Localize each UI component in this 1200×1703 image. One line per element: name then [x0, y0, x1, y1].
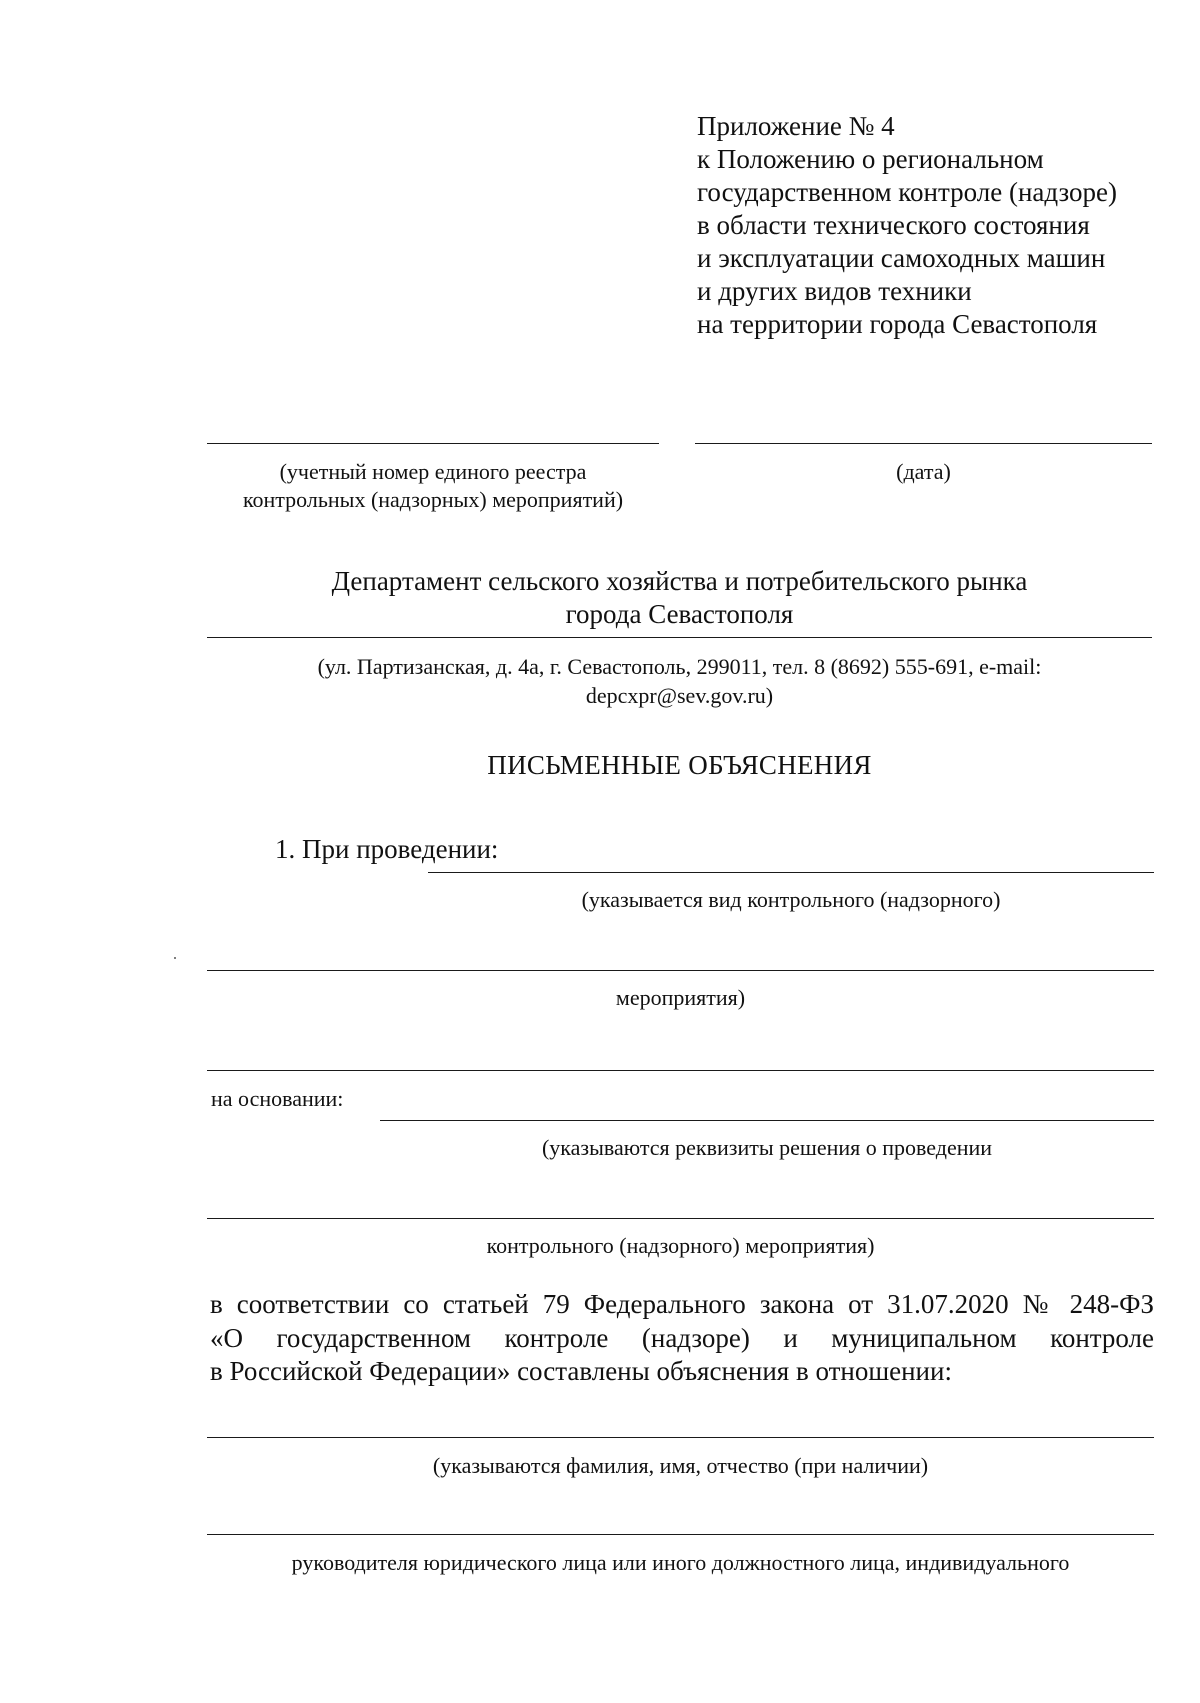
scan-speck: [174, 957, 176, 959]
registry-caption-line: контрольных (надзорных) мероприятий): [242, 487, 624, 512]
department-divider: [207, 637, 1152, 638]
item1-label: 1. При проведении:: [275, 834, 499, 864]
appendix-line: к Положению о региональном: [697, 144, 1044, 174]
basis-line[interactable]: [380, 1120, 1154, 1121]
law-line: «О государственном контроле (надзоре) и муниципальном контроле: [210, 1322, 1154, 1353]
appendix-line: и эксплуатации самоходных машин: [697, 243, 1106, 273]
address-line: (ул. Партизанская, д. 4а, г. Севастополь, 299011, тел. 8 (8692) 555-691, e-mail:: [317, 654, 1042, 679]
law-line: в соответствии со статьей 79 Федерального закона от 31.07.2020 № 248-ФЗ: [210, 1289, 1154, 1319]
basis-label: на основании:: [211, 1086, 344, 1111]
law-paragraph: [210, 1288, 1154, 1389]
inspection-type-line[interactable]: [428, 872, 1154, 873]
person-name-line[interactable]: [207, 1437, 1154, 1438]
law-line: в Российской Федерации» составлены объяснения в отношении:: [210, 1356, 952, 1386]
department-address: [207, 652, 1152, 710]
inspection-type-line-3[interactable]: [207, 1070, 1154, 1071]
inspection-type-hint-2: мероприятия): [615, 985, 746, 1010]
registry-number-line[interactable]: [207, 443, 659, 444]
department-name: [207, 565, 1152, 631]
registry-caption: [207, 458, 659, 514]
appendix-line: государственном контроле (надзоре): [697, 177, 1117, 207]
inspection-type-line-2[interactable]: [207, 970, 1154, 971]
date-caption: (дата): [896, 459, 951, 484]
department-name-line: города Севастополя: [565, 599, 794, 629]
person-name-hint-2: руководителя юридического лица или иного должностного лица, индивидуального: [291, 1550, 1070, 1575]
appendix-line: в области технического состояния: [697, 210, 1090, 240]
basis-hint-2: контрольного (надзорного) мероприятия): [486, 1233, 875, 1258]
date-line[interactable]: [695, 443, 1152, 444]
appendix-line: на территории города Севастополя: [697, 309, 1098, 339]
inspection-type-hint: (указывается вид контрольного (надзорного): [581, 887, 1001, 912]
basis-line-2[interactable]: [207, 1218, 1154, 1219]
person-name-hint: (указываются фамилия, имя, отчество (при наличии): [432, 1453, 929, 1478]
appendix-line: и других видов техники: [697, 276, 972, 306]
document-title: ПИСЬМЕННЫЕ ОБЪЯСНЕНИЯ: [487, 750, 872, 780]
registry-caption-line: (учетный номер единого реестра: [279, 459, 587, 484]
basis-hint: (указываются реквизиты решения о проведении: [541, 1135, 993, 1160]
appendix-header: [697, 110, 1117, 341]
department-name-line: Департамент сельского хозяйства и потребительского рынка: [331, 566, 1028, 596]
address-line: depcxpr@sev.gov.ru): [585, 683, 774, 708]
person-name-line-2[interactable]: [207, 1534, 1154, 1535]
appendix-line: Приложение № 4: [697, 111, 895, 141]
